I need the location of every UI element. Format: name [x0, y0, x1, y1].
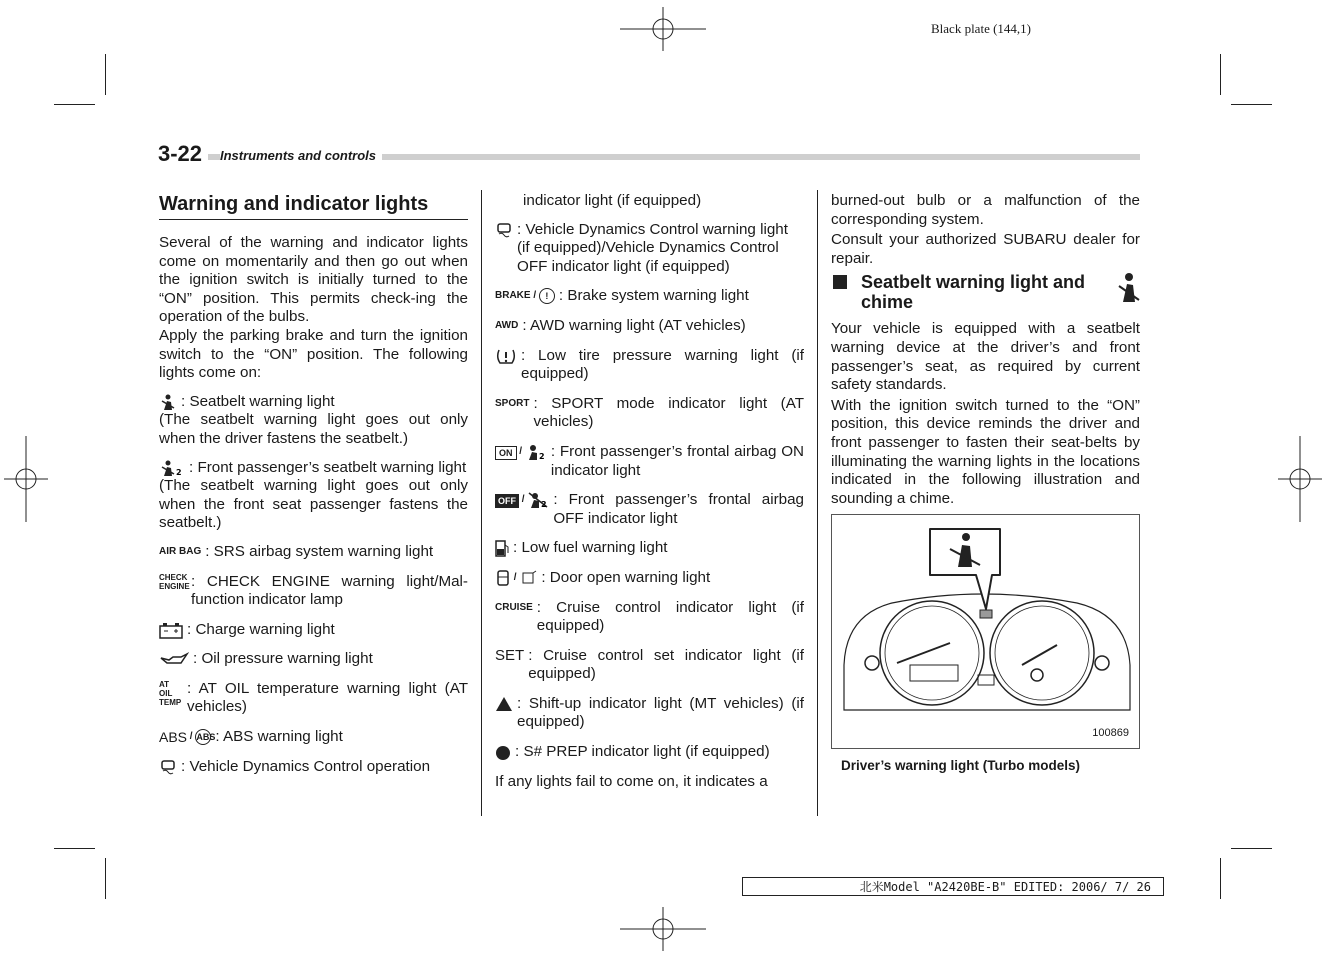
fuel-pump-icon: [495, 539, 509, 557]
crop-mark: [54, 104, 95, 105]
svg-text:2: 2: [176, 467, 182, 477]
registration-mark: [1278, 436, 1322, 522]
awd-icon: AWD: [495, 319, 519, 331]
instrument-cluster-illustration: [832, 515, 1139, 748]
continued-text: indicator light (if equipped): [523, 192, 702, 209]
airbag-on-icon: ON / 2: [495, 443, 547, 461]
seatbelt-icon: [159, 393, 177, 411]
page-title: Warning and indicator lights: [159, 192, 468, 220]
registration-mark: [620, 7, 706, 51]
list-item: AIR BAG : SRS airbag system warning light: [159, 542, 434, 560]
list-item: SPORT : SPORT mode indicator light (AT vehicles): [495, 394, 804, 431]
crop-mark: [54, 848, 95, 849]
battery-icon: [159, 621, 183, 639]
list-item: : S# PREP indicator light (if equipped): [495, 743, 804, 762]
list-item: / : Door open warning light: [495, 569, 804, 588]
sport-icon: SPORT: [495, 397, 530, 409]
registration-mark: [620, 907, 706, 951]
footer-edit-stamp: 北米Model "A2420BE-B" EDITED: 2006/ 7/ 26: [742, 877, 1164, 896]
list-item: : Low fuel warning light: [495, 539, 804, 558]
page-number: 3-22: [158, 141, 208, 167]
vdc-icon: [159, 758, 177, 776]
brake-icon: BRAKE / !: [495, 287, 555, 305]
paragraph: If any lights fail to come on, it indicates a: [495, 772, 768, 790]
paragraph: Your vehicle is equipped with a seatbelt warning device at the driver’s and front passenger’s seat, as required by current safety standards.: [831, 320, 1140, 394]
figure-caption: Driver’s warning light (Turbo models): [841, 758, 1081, 774]
note: (The seatbelt warning light goes out only when the driver fastens the seatbelt.): [159, 411, 468, 447]
column-1: [159, 192, 468, 787]
list-item: : Vehicle Dynamics Control warning light (if equipped)/Vehicle Dynamics Control OFF indicator light (if equipped): [495, 221, 804, 277]
subsection-title: Seatbelt warning light and chime: [861, 272, 1086, 313]
crop-mark: [1231, 848, 1272, 849]
airbag-off-icon: OFF / 2: [495, 491, 549, 509]
paragraph: Consult your authorized SUBARU dealer for repair.: [831, 231, 1140, 267]
list-item: ON / 2 : Front passenger’s frontal airbag ON indicator light: [495, 443, 804, 480]
paragraph: burned-out bulb or a malfunction of the corresponding system.: [831, 192, 1140, 228]
list-item: CRUISE : Cruise control indicator light (if equipped): [495, 598, 804, 635]
list-item: OFF / 2 : Front passenger’s frontal airbag OFF indicator light: [495, 491, 804, 528]
door-open-icon: /: [495, 569, 537, 587]
abs-icon: ABS / ABS: [159, 729, 216, 746]
check-engine-icon: CHECK ENGINE: [159, 572, 190, 591]
shift-up-icon: [495, 695, 513, 713]
s-prep-icon: [495, 743, 511, 761]
section-title: Instruments and controls: [220, 148, 382, 163]
paragraph: With the ignition switch turned to the “ON” position, this device reminds the driver and front passenger to fasten their seat-belts by illuminating the warning lights in the locations indicated in the following illustration and sounding a chime.: [831, 396, 1140, 507]
list-item: CHECK ENGINE : CHECK ENGINE warning light/Mal-function indicator lamp: [159, 572, 468, 609]
abs-circle-icon: ABS: [195, 729, 211, 745]
crop-mark: [1231, 104, 1272, 105]
list-item: AT OIL TEMP : AT OIL temperature warning light (AT vehicles): [159, 679, 468, 716]
vdc-warning-icon: [495, 221, 513, 239]
subsection-heading: [831, 272, 1140, 312]
set-icon: SET: [495, 646, 525, 664]
note: (The seatbelt warning light goes out only when the front seat passenger fastens the seatbelt.): [159, 477, 468, 532]
paragraph: Apply the parking brake and turn the ignition switch to the “ON” position. The following lights come on:: [159, 326, 468, 382]
crop-mark: [105, 858, 106, 899]
list-item: ABS / ABS : ABS warning light: [159, 728, 343, 746]
list-item: : Seatbelt warning light: [159, 393, 468, 412]
list-item: : Charge warning light: [159, 621, 468, 640]
svg-text:2: 2: [541, 500, 547, 510]
registration-mark: [4, 436, 48, 522]
airbag-icon: AIR BAG: [159, 545, 202, 557]
column-divider: [481, 190, 482, 816]
list-item: 2 : Front passenger’s seatbelt warning light: [159, 459, 468, 478]
svg-text:2: 2: [538, 451, 545, 461]
column-3: [831, 192, 1140, 776]
tire-pressure-icon: [495, 347, 517, 365]
list-item: : Oil pressure warning light: [159, 650, 468, 669]
figure-number: 100869: [1092, 726, 1129, 739]
crop-mark: [1220, 858, 1221, 899]
paragraph: Several of the warning and indicator lights come on momentarily and then go out when the ignition switch is initially turned to the “ON” position. This permits check-ing the operation of the bulbs.: [159, 234, 468, 326]
passenger-seatbelt-icon: [159, 459, 185, 477]
instrument-cluster-figure: [831, 514, 1140, 749]
list-item: : Low tire pressure warning light (if equipped): [495, 347, 804, 384]
seatbelt-icon: [1113, 272, 1140, 306]
oil-can-icon: [159, 650, 189, 668]
plate-label: Black plate (144,1): [931, 21, 1031, 36]
column-2: [495, 192, 804, 791]
list-item: AWD : AWD warning light (AT vehicles): [495, 316, 746, 334]
list-item: BRAKE / ! : Brake system warning light: [495, 287, 749, 305]
page-header: [158, 141, 1140, 166]
section-bullet: [833, 275, 847, 289]
crop-mark: [105, 54, 106, 95]
column-divider: [817, 190, 818, 816]
crop-mark: [1220, 54, 1221, 95]
list-item: : Shift-up indicator light (MT vehicles) (if equipped): [495, 695, 804, 732]
cruise-icon: CRUISE: [495, 601, 533, 613]
list-item: : Vehicle Dynamics Control operation: [159, 758, 468, 777]
list-item: SET : Cruise control set indicator light (if equipped): [495, 646, 804, 683]
at-oil-temp-icon: AT OIL TEMP: [159, 679, 182, 707]
